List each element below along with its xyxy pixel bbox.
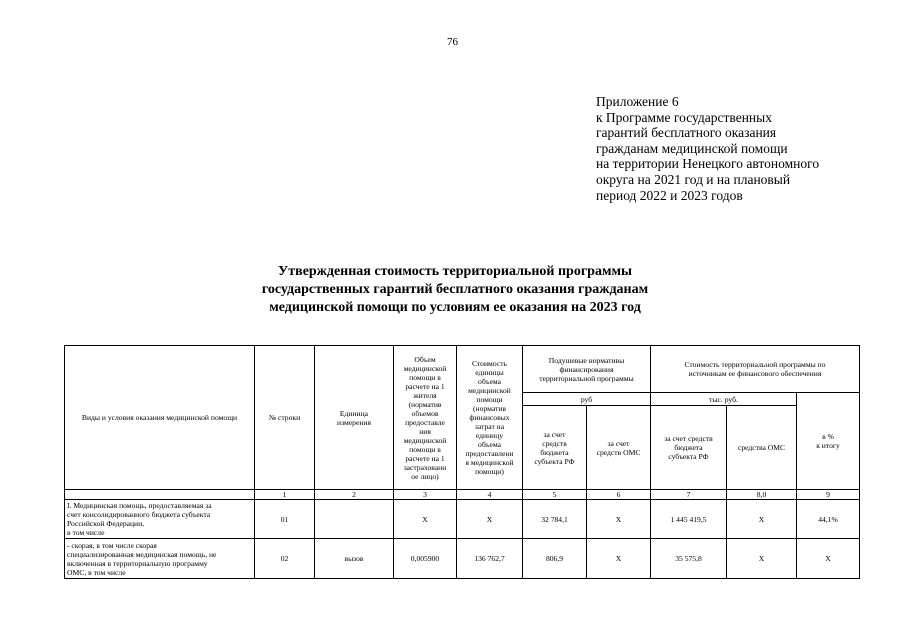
row-name-text: - скорая, в том числе скорая специализированная медицинская помощь, не включенная в территориальную программу ОМС, в том числе	[67, 540, 217, 577]
column-number: 2	[315, 490, 394, 500]
title-line: Утвержденная стоимость территориальной программы	[278, 264, 632, 279]
header-row-no-text: № строки	[268, 413, 301, 422]
appendix-line: гарантий бесплатного оказания	[596, 125, 777, 141]
table-row	[65, 500, 860, 539]
row-volume: 0,005900	[394, 539, 457, 579]
header-oms-thousand-text: средства ОМС	[737, 443, 786, 452]
header-unit-cost-text: Стоимость единицы объема медицинской помощи (норматив финансовых затрат на единицу объема предоставлени я медицинской помощи)	[465, 359, 514, 476]
row-budget-thousand: 35 575,8	[651, 539, 727, 579]
row-unit	[315, 500, 394, 539]
header-rub-text: руб	[580, 394, 593, 404]
appendix-line: к Программе государственных	[596, 109, 772, 125]
header-volume	[394, 346, 457, 490]
title-line: государственных гарантий бесплатного оказания гражданам	[261, 282, 649, 297]
row-oms-thousand: X	[727, 500, 797, 539]
header-rub	[523, 393, 651, 406]
row-budget-rub: 32 784,1	[523, 500, 587, 539]
column-number: 3	[394, 490, 457, 500]
row-budget-thousand: 1 445 419,5	[651, 500, 727, 539]
title-line: медицинской помощи по условиям ее оказания на 2023 год	[269, 300, 641, 315]
header-budget-rub-text: за счет средств бюджета субъекта РФ	[534, 429, 575, 466]
row-percent: 44,1%	[797, 500, 860, 539]
column-numbers-row	[65, 490, 860, 500]
row-number: 02	[255, 539, 315, 579]
row-number: 01	[255, 500, 315, 539]
column-number: 6	[587, 490, 651, 500]
header-per-capita-text: Подушевые нормативы финансирования территориальной программы	[539, 355, 634, 383]
row-oms-rub: X	[587, 500, 651, 539]
appendix-line: Приложение 6	[596, 94, 679, 109]
column-number: 8,0	[727, 490, 797, 500]
header-oms-rub-text: за счет средств ОМС	[596, 438, 641, 457]
row-percent: X	[797, 539, 860, 579]
header-percent-text: в % к итогу	[816, 432, 840, 450]
row-unit-cost: X	[457, 500, 523, 539]
header-types-text: Виды и условия оказания медицинской помощи	[81, 413, 238, 422]
header-types	[65, 346, 255, 490]
table-row	[65, 539, 860, 579]
column-number: 4	[457, 490, 523, 500]
header-unit-text: Единица измерения	[337, 408, 371, 427]
column-number	[65, 490, 255, 500]
row-budget-rub: 806,9	[523, 539, 587, 579]
row-oms-thousand: X	[727, 539, 797, 579]
column-number: 5	[523, 490, 587, 500]
header-volume-text: Объем медицинской помощи в расчете на 1 жителя (норматив объемов предоставле ния медицинской помощи в расчете на 1 застрахованн ое лицо)	[403, 354, 447, 481]
header-oms-thousand	[727, 406, 797, 490]
header-row-no	[255, 346, 315, 490]
appendix-line: на территории Ненецкого автономного	[596, 156, 820, 172]
column-number: 7	[651, 490, 727, 500]
header-program-cost-group	[651, 346, 860, 393]
column-number: 1	[255, 490, 315, 500]
header-thousand-rub	[651, 393, 797, 406]
appendix-line: округа на 2021 год и на плановый	[596, 171, 791, 187]
appendix-note	[596, 94, 886, 203]
header-per-capita-group	[523, 346, 651, 393]
header-budget-rub	[523, 406, 587, 490]
header-budget-thousand	[651, 406, 727, 490]
row-oms-rub: X	[587, 539, 651, 579]
column-number: 9	[797, 490, 860, 500]
header-program-cost-text: Стоимость территориальной программы по источникам ее финансового обеспечения	[684, 360, 826, 378]
row-unit: вызов	[315, 539, 394, 579]
header-thousand-rub-text: тыс. руб.	[709, 394, 738, 404]
header-unit	[315, 346, 394, 490]
row-name	[65, 539, 255, 579]
row-volume: X	[394, 500, 457, 539]
header-unit-cost	[457, 346, 523, 490]
appendix-line: гражданам медицинской помощи	[596, 140, 788, 156]
row-unit-cost: 136 762,7	[457, 539, 523, 579]
header-budget-thousand-text: за счет средств бюджета субъекта РФ	[664, 434, 713, 461]
appendix-line: период 2022 и 2023 годов	[596, 187, 743, 203]
program-cost-table	[64, 345, 860, 579]
row-name	[65, 500, 255, 539]
header-oms-rub	[587, 406, 651, 490]
row-name-text: I. Медицинская помощь, предоставляемая за счет консолидированного бюджета субъекта Российской Федерации, в том числе	[67, 501, 212, 537]
header-percent-total	[797, 393, 860, 490]
page-number: 76	[447, 36, 458, 48]
document-title	[150, 263, 760, 317]
